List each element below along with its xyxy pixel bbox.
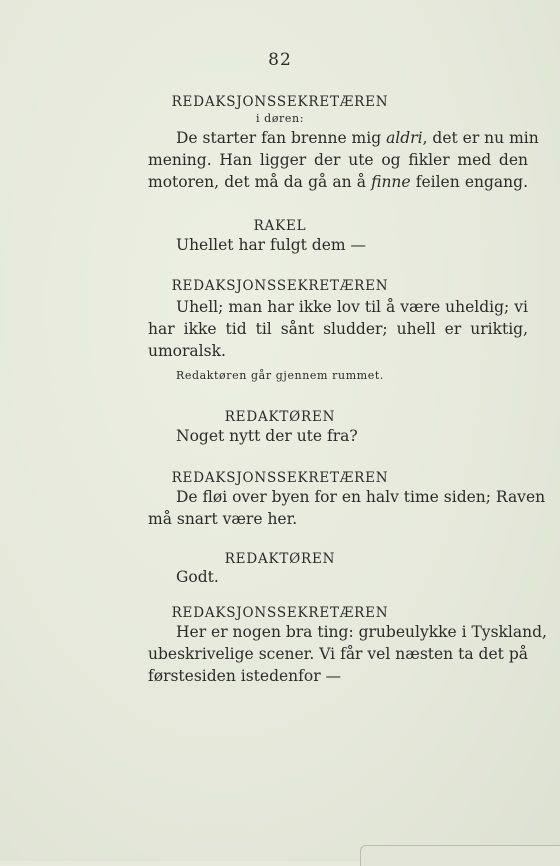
dialogue-line: Noget nytt der ute fra? — [176, 427, 358, 445]
dialogue-line: førstesiden istedenfor — — [148, 667, 342, 685]
dialogue-line: motoren, det må da gå an å finne feilen engang. — [148, 173, 529, 191]
speaker-name: REDAKSJONSSEKRETÆREN — [171, 94, 389, 110]
dialogue-line: Her er nogen bra ting: grubeulykke i Tyskland, — [176, 623, 547, 641]
page-number: 82 — [268, 50, 292, 70]
speaker-name: REDAKSJONSSEKRETÆREN — [171, 470, 389, 486]
speaker-name: REDAKTØREN — [224, 409, 336, 425]
dialogue-line: må snart være her. — [148, 510, 298, 528]
dialogue-line: Uhellet har fulgt dem — — [176, 236, 366, 254]
dialogue-line: Uhell; man har ikke lov til å være uheldig; vi — [176, 298, 528, 316]
speaker-name: REDAKSJONSSEKRETÆREN — [171, 605, 389, 621]
dialogue-line: ubeskrivelige scener. Vi får vel næsten ta det på — [148, 645, 528, 663]
dialogue-line: har ikke tid til sånt sludder; uhell er uriktig, — [148, 320, 528, 338]
dialogue-line: Godt. — [176, 568, 219, 586]
dialogue-line: De fløi over byen for en halv time siden; Raven — [176, 488, 546, 506]
speaker-name: REDAKSJONSSEKRETÆREN — [171, 278, 389, 294]
stage-direction: Redaktøren går gjennem rummet. — [175, 369, 384, 382]
page-edge — [360, 845, 560, 866]
speaker-name: REDAKTØREN — [224, 551, 336, 567]
dialogue-line: mening. Han ligger der ute og fikler med den — [148, 151, 528, 169]
dialogue-line: umoralsk. — [148, 342, 226, 360]
speaker-name: RAKEL — [253, 218, 307, 234]
stage-direction: i døren: — [255, 112, 305, 125]
dialogue-line: De starter fan brenne mig aldri, det er nu min — [176, 129, 539, 147]
